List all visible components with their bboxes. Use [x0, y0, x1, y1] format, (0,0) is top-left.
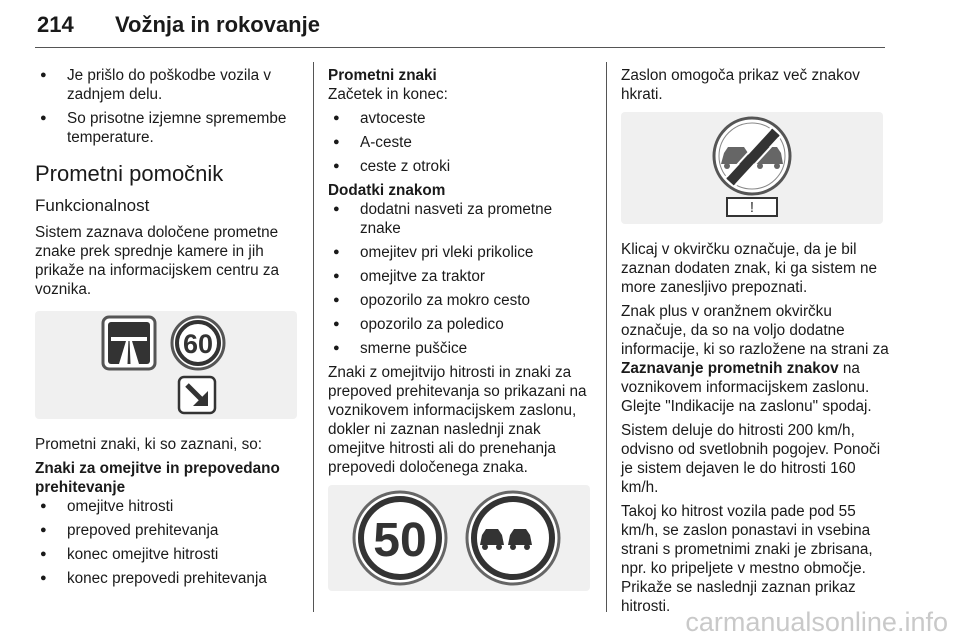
paragraph: Sistem zaznava določene prometne znake prek sprednje kamere in jih prikaže na informacijskem centru za voznika. [35, 224, 279, 298]
column-2 [328, 66, 596, 591]
list-item: ● Je prišlo do poškodbe vozila v zadnjem delu. [35, 66, 300, 104]
speed-limit-sign-icon [354, 492, 446, 584]
bold-heading: Znaki za omejitve in prepovedano prehitevanje [35, 460, 280, 496]
paragraph: Klicaj v okvirčku označuje, da je bil zaznan dodaten znak, ki ga sistem ne more zanesljivo prepoznati. [621, 241, 877, 296]
motorway-sign-icon [103, 317, 155, 369]
figure-end-of-restriction-sign [621, 112, 883, 224]
subsection-heading: Funkcionalnost [35, 196, 150, 215]
paragraph: Zaslon omogoča prikaz več znakov hkrati. [621, 67, 860, 103]
list-item: ● avtoceste [328, 109, 596, 128]
list-item: ● ceste z otroki [328, 157, 596, 176]
list-item: ● opozorilo za poledico [328, 315, 596, 334]
paragraph-text: na voznikovem informacijskem zaslonu. Glejte "Indikacije na zaslonu" spodaj. [621, 360, 872, 415]
list-item: ● omejitve hitrosti [35, 497, 300, 516]
list-item: ● omejitev pri vleki prikolice [328, 243, 596, 262]
column-divider-2 [606, 62, 607, 612]
speed-limit-sign-icon [172, 317, 224, 369]
column-3 [621, 66, 889, 621]
list-item: ● dodatni nasveti za prometne znake [328, 200, 596, 238]
speed-limit-value: 60 [182, 329, 214, 359]
paragraph: Znaki z omejitvijo hitrosti in znaki za prepoved prehitevanja so prikazani na voznikovem informacijskem zaslonu, dokler ni zaznan naslednji znak omejitve hitrosti ali do prenehanja prepovedi določenega znaka. [328, 364, 587, 476]
list-item: ● prepoved prehitevanja [35, 521, 300, 540]
paragraph: Začetek in konec: [328, 86, 448, 103]
paragraph [621, 302, 889, 416]
speed-limit-value: 50 [373, 514, 427, 567]
list-item: ● smerne puščice [328, 339, 596, 358]
bullet-list [35, 497, 300, 588]
figure-traffic-signs [35, 311, 297, 419]
section-heading: Prometni pomočnik [35, 161, 224, 186]
list-item: ● konec omejitve hitrosti [35, 545, 300, 564]
column-divider-1 [313, 62, 314, 612]
bold-heading: Prometni znaki [328, 67, 437, 84]
page-title: Vožnja in rokovanje [115, 12, 320, 37]
column-1 [35, 66, 300, 593]
list-item: ● A-ceste [328, 133, 596, 152]
exclamation-plate-icon [727, 198, 777, 216]
cross-reference: Zaznavanje prometnih znakov [621, 360, 839, 377]
no-overtaking-sign-icon [467, 492, 559, 584]
end-no-overtaking-sign-icon [714, 118, 790, 194]
plate-text: ! [749, 199, 755, 216]
bullet-list [328, 109, 596, 176]
direction-arrow-sign-icon [179, 377, 215, 413]
list-item: ● So prisotne izjemne spremembe temperature. [35, 109, 300, 147]
paragraph: Sistem deluje do hitrosti 200 km/h, odvisno od svetlobnih pogojev. Ponoči je sistem dejaven le do hitrosti 160 km/h. [621, 422, 881, 496]
list-item: ● opozorilo za mokro cesto [328, 291, 596, 310]
paragraph: Takoj ko hitrost vozila pade pod 55 km/h, se zaslon ponastavi in vsebina strani s prometnimi znaki je zbrisana, npr. ko pripeljete v mestno območje. Prikaže se naslednji zaznan prikaz hitrosti. [621, 503, 873, 615]
watermark: carmanualsonline.info [685, 607, 948, 637]
list-item: ● konec prepovedi prehitevanja [35, 569, 300, 588]
paragraph: Prometni znaki, ki so zaznani, so: [35, 436, 263, 453]
list-item: ● omejitve za traktor [328, 267, 596, 286]
paragraph-text: Znak plus v oranžnem okvirčku označuje, da so na voljo dodatne informacije, ki so razložene na strani za [621, 303, 889, 358]
bold-heading: Dodatki znakom [328, 182, 446, 199]
figure-traffic-signs-2 [328, 485, 590, 591]
bullet-list [328, 200, 596, 358]
top-bullet-list [35, 66, 300, 147]
page-header [37, 12, 320, 38]
page-number: 214 [37, 12, 74, 37]
header-rule [35, 47, 885, 48]
